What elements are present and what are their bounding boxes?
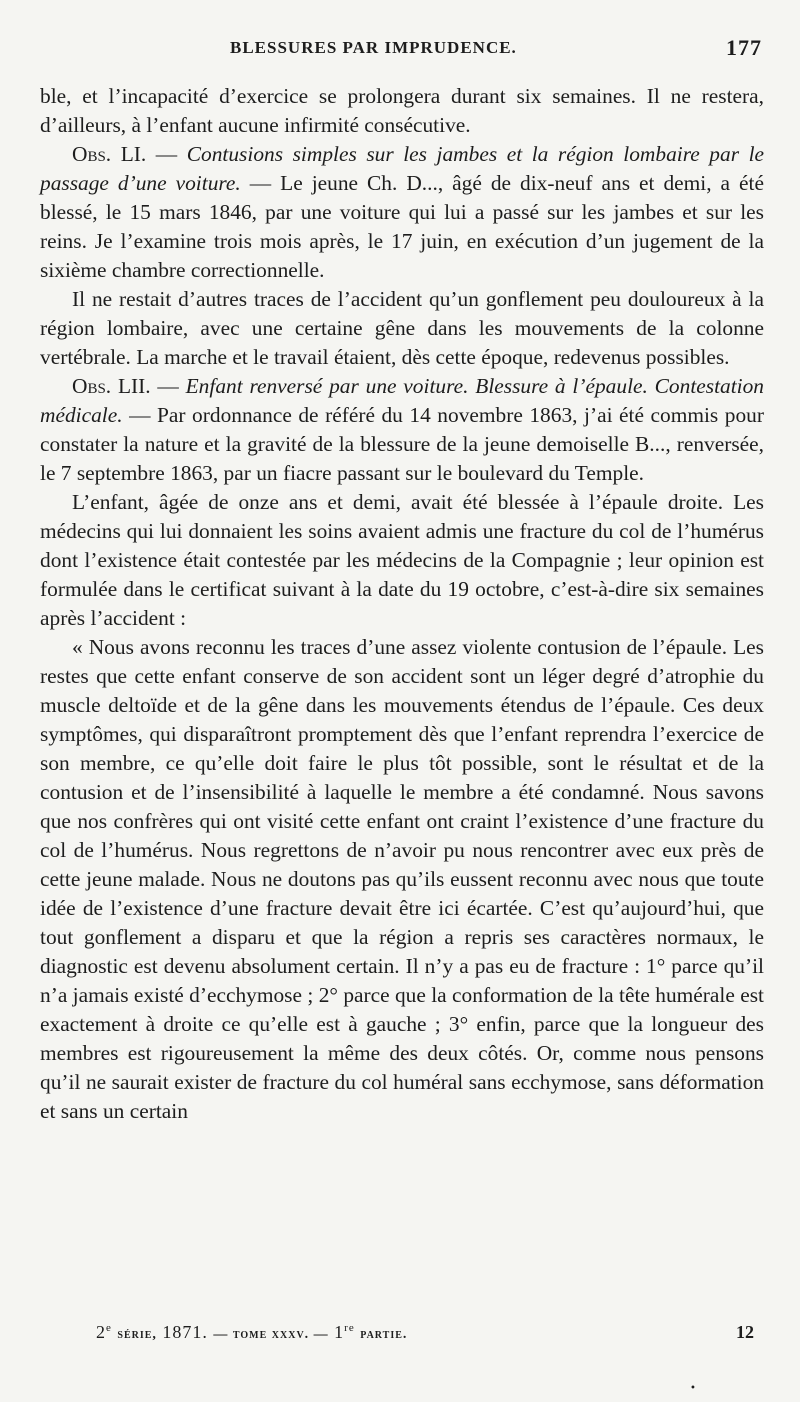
stray-mark: • xyxy=(690,1383,696,1394)
series-label: série, xyxy=(117,1327,157,1342)
observation-number: Obs. LI. xyxy=(72,142,147,166)
part-number: 1 xyxy=(334,1322,345,1342)
paragraph-obs-51: Obs. LI. — Contusions simples sur les jambes et la région lombaire par le passage d’une voiture. — Le jeune Ch. D..., âgé de dix-neuf ans et demi, a été blessé, le 15 mars 1846, par une voiture qui lui a passé sur les jambes et sur les reins. Je l’examine trois mois après, le 17 juin, en exécution d’un jugement de la sixième chambre correctionnelle. xyxy=(40,142,765,282)
paragraph-continuation: ble, et l’incapacité d’exercice se prolongera durant six semaines. Il ne restera, d’ailleurs, à l’enfant aucune infirmité consécutive. xyxy=(40,84,764,137)
page-header xyxy=(40,35,762,68)
series-number: 2 xyxy=(96,1322,106,1342)
paragraph-child-injury: L’enfant, âgée de onze ans et demi, avait été blessée à l’épaule droite. Les médecins qui lui donnaient les soins avaient admis une fracture du col de l’humérus dont l’existence était contestée par les médecins de la Compagnie ; leur opinion est formulée dans le certificat suivant à la date du 19 octobre, c’est-à-dire six semaines après l’accident : xyxy=(40,490,764,630)
page-number: 177 xyxy=(726,35,762,60)
paragraph-traces: Il ne restait d’autres traces de l’accident qu’un gonflement peu douloureux à la région lombaire, avec une certaine gêne dans les mouvements de la colonne vertébrale. La marche et le travail étaient, dès cette époque, redevenus possibles. xyxy=(40,287,764,369)
observation-title: Contusions simples sur les jambes et la région lombaire par le passage d’une voiture. xyxy=(40,142,765,195)
paragraph-certificate-quote: « Nous avons reconnu les traces d’une assez violente contusion de l’épaule. Les restes que cette enfant conserve de son accident sont un léger degré d’atrophie du muscle deltoïde et de la gêne dans les mouvements étendus de l’épaule. Ces deux symptômes, qui disparaîtront promptement dès que l’enfant reprendra l’exercice de son membre, ce qu’elle doit faire le plus tôt possible, sont le résultat et de la contusion et de l’insensibilité à laquelle le membre a été condamné. Nous savons que nos confrères qui ont visité cette enfant ont craint l’existence d’une fracture du col de l’humérus. Nous regrettons de n’avoir pu nous rencontrer avec eux près de cette jeune malade. Nous ne doutons pas qu’ils eussent reconnu avec nous que toute idée de l’existence d’une fracture devait être ici écartée. C’est qu’aujourd’hui, que tout gonflement a disparu et que la région a repris ses caractères normaux, le diagnostic est devenu absolument certain. Il n’y a pas eu de fracture : 1° parce qu’il n’a jamais existé d’ecchymose ; 2° parce que la conformation de la tête humérale est exactement à droite ce qu’elle est à gauche ; 3° enfin, parce que la longueur des membres est rigoureusement la même des deux côtés. Or, comme nous pensons qu’il ne saurait exister de fracture du col huméral sans ecchymose, sans déformation et sans un certain xyxy=(40,635,764,1123)
series-ordinal: e xyxy=(106,1322,112,1334)
observation-title: Enfant renversé par une voiture. Blessure à l’épaule. Contestation médicale. xyxy=(40,374,764,427)
page-body xyxy=(40,82,764,1126)
year: 1871. xyxy=(162,1322,208,1342)
observation-body: Par ordonnance de référé du 14 novembre 1863, j’ai été commis pour constater la nature et la gravité de la blessure de la jeune demoiselle B..., renversée, le 7 septembre 1863, par un fiacre passant sur le boulevard du Temple. xyxy=(40,403,764,485)
part-label: partie. xyxy=(360,1327,408,1342)
observation-body: Le jeune Ch. D..., âgé de dix-neuf ans et demi, a été blessé, le 15 mars 1846, par une voiture qui lui a passé sur les jambes et sur les reins. Je l’examine trois mois après, le 17 juin, en exécution d’un jugement de la sixième chambre correctionnelle. xyxy=(40,171,764,282)
signature-line xyxy=(96,1322,407,1343)
paragraph-obs-52: Obs. LII. — Enfant renversé par une voiture. Blessure à l’épaule. Contestation médicale. — Par ordonnance de référé du 14 novembre 1863, j’ai été commis pour constater la nature et la gravité de la blessure de la jeune demoiselle B..., renversée, le 7 septembre 1863, par un fiacre passant sur le boulevard du Temple. xyxy=(40,374,764,485)
observation-number: Obs. LII. xyxy=(72,374,151,398)
running-title: BLESSURES PAR IMPRUDENCE. xyxy=(230,38,517,57)
sheet-number: 12 xyxy=(736,1322,754,1342)
tome-label: — tome xxxv. — xyxy=(213,1327,329,1342)
part-ordinal: re xyxy=(344,1322,355,1334)
